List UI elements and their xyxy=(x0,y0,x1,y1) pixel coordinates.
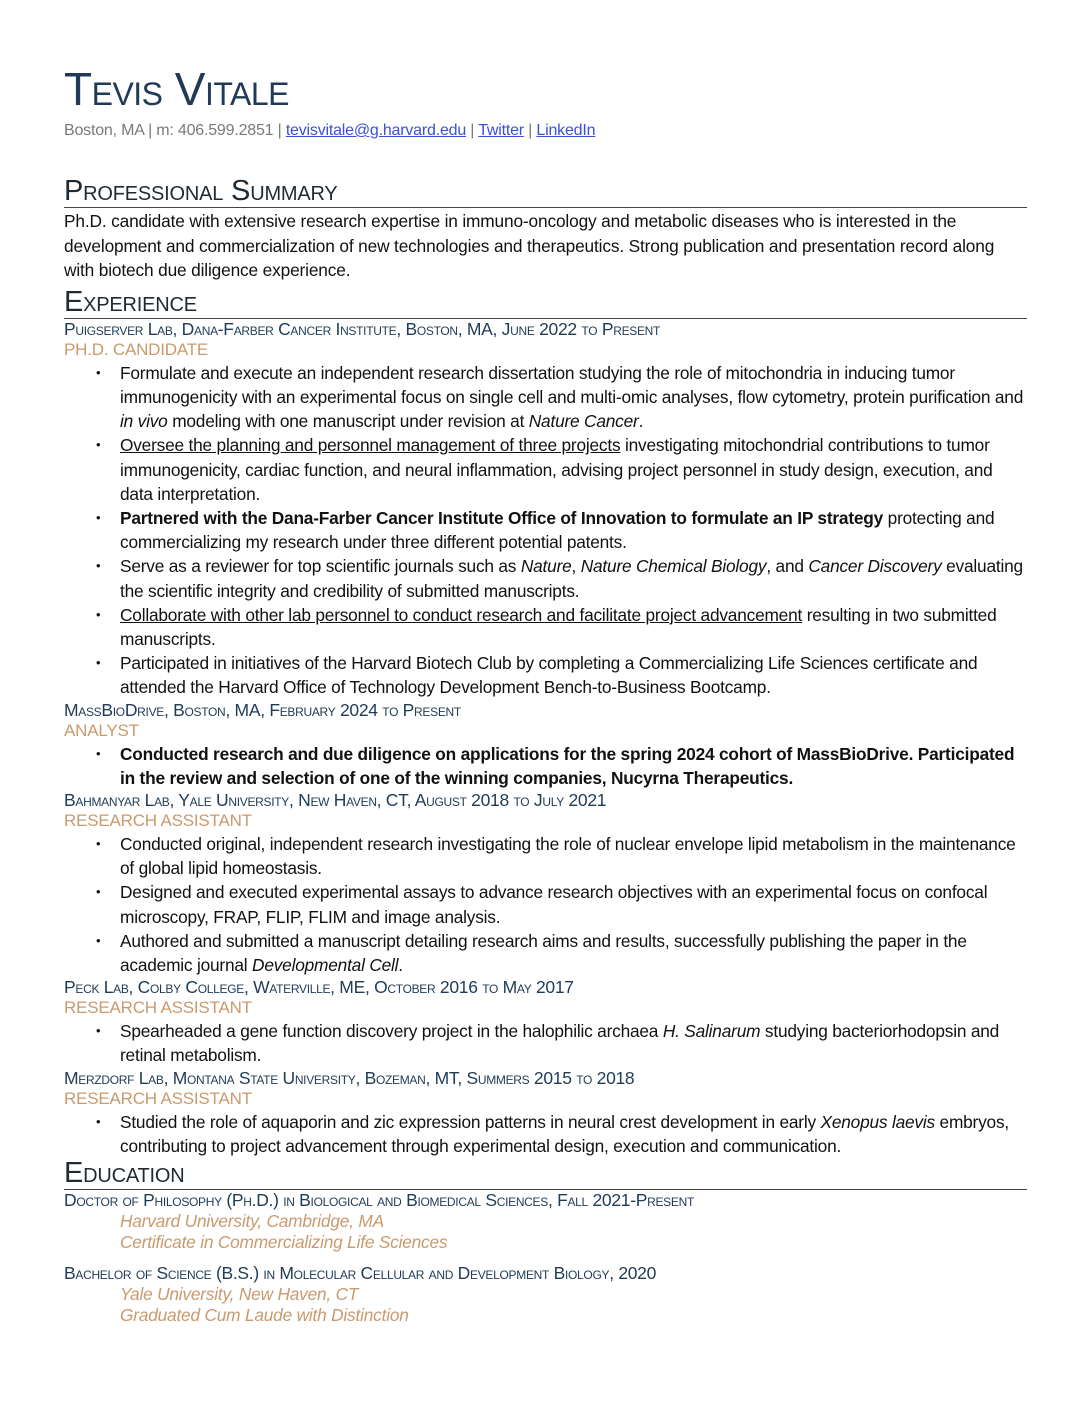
bullet-text: Spearheaded a gene function discovery project in the halophilic archaea xyxy=(120,1021,663,1042)
linkedin-link[interactable]: LinkedIn xyxy=(536,122,596,139)
bullet-text: resulting in two submitted manuscripts. xyxy=(120,604,997,650)
institution: Harvard University, Cambridge, MA xyxy=(120,1211,384,1232)
bullet-text: embryos, contributing to project advancement through experimental design, execution and communication. xyxy=(120,1111,1010,1156)
bullet-text: Participated in initiatives of the Harvard Biotech Club by completing a Commercializing Life Sciences certificate and attended the Harvard Office of Technology Development Bench-to-Business Bootcamp. xyxy=(120,653,978,698)
job-entry xyxy=(64,977,1027,1067)
job-title: Merzdorf Lab, Montana State University, Bozeman, MT, Summers 2015 to 2018 xyxy=(64,1067,635,1088)
bullet-item xyxy=(96,1110,1027,1158)
job-role: ANALYST xyxy=(64,720,139,740)
bullet-text: evaluating the scientific integrity and credibility of submitted manuscripts. xyxy=(120,556,1023,601)
bullet-marker: • xyxy=(96,606,101,622)
bullet-item xyxy=(96,651,1027,699)
bullet-marker: • xyxy=(96,745,101,761)
bullet-text: modeling with one manuscript under revision at xyxy=(167,411,529,432)
job-bullets xyxy=(64,832,1027,977)
bullet-text-italic: in vivo xyxy=(120,411,168,432)
education-note: Graduated Cum Laude with Distinction xyxy=(120,1305,409,1326)
bullet-item xyxy=(96,554,1027,602)
bullet-marker: • xyxy=(96,1023,101,1039)
bullet-text-italic: Cancer Discovery xyxy=(808,556,942,577)
bullet-text-underlined: Collaborate with other lab personnel to conduct research and facilitate project advancement xyxy=(120,604,803,625)
bullet-text-underlined: Oversee the planning and personnel management of three projects xyxy=(120,435,621,456)
bullet-text: . xyxy=(398,955,403,976)
job-bullets xyxy=(64,361,1027,700)
bullet-item xyxy=(96,603,1027,651)
job-role: RESEARCH ASSISTANT xyxy=(64,1088,252,1108)
job-role: RESEARCH ASSISTANT xyxy=(64,998,252,1018)
bullet-text: Conducted original, independent research investigating the role of nuclear envelope lipid metabolism in the maintenance of global lipid homeostasis. xyxy=(120,834,1016,879)
location-phone: Boston, MA | m: 406.599.2851 | xyxy=(64,122,286,139)
bullet-text: protecting and commercializing my research under three different potential patents. xyxy=(120,508,995,553)
bullet-text-italic: Nature Cancer xyxy=(528,411,639,432)
job-title: Peck Lab, Colby College, Waterville, ME, October 2016 to May 2017 xyxy=(64,977,574,998)
bullet-text: . xyxy=(638,411,644,432)
resume-page xyxy=(64,64,1027,1326)
bullet-marker: • xyxy=(96,364,101,380)
bullet-item xyxy=(96,880,1027,928)
twitter-link[interactable]: Twitter xyxy=(478,122,524,139)
job-entry xyxy=(64,790,1027,977)
summary-text: Ph.D. candidate with extensive research expertise in immuno-oncology and metabolic diseases who is interested in the development and commercialization of new technologies and therapeutics. Strong publication and presentation record along with biotech due diligence experience. xyxy=(64,211,995,281)
bullet-text: investigating mitochondrial contributions to tumor immunogenicity, cardiac function, and neural inflammation, advising project personnel in study design, execution, and data interpretation. xyxy=(120,435,993,504)
bullet-item xyxy=(96,506,1027,554)
bullet-marker: • xyxy=(96,932,101,948)
job-bullets xyxy=(64,1019,1027,1067)
bullet-item xyxy=(96,832,1027,880)
job-bullets xyxy=(64,742,1027,790)
job-title: Bahmanyar Lab, Yale University, New Haven, CT, August 2018 to July 2021 xyxy=(64,790,607,811)
job-title: Puigserver Lab, Dana-Farber Cancer Institute, Boston, MA, June 2022 to Present xyxy=(64,318,661,339)
candidate-name: Tevis Vitale xyxy=(64,63,290,115)
bullet-text: studying bacteriorhodopsin and retinal metabolism. xyxy=(120,1021,1000,1066)
job-entry xyxy=(64,700,1027,790)
bullet-text: Formulate and execute an independent research dissertation studying the role of mitochondria in inducing tumor immunogenicity with an experimental focus on single cell and multi-omic analyses, flow cytometry, protein purification and xyxy=(120,362,1024,407)
bullet-text-bold: Conducted research and due diligence on applications for the spring 2024 cohort of MassBioDrive. Participated in the review and selection of one of the winning companies, Nucyrna Therapeutics. xyxy=(120,743,1015,788)
education-entry xyxy=(64,1190,1027,1253)
bullet-text: Authored and submitted a manuscript detailing research aims and results, successfully publishing the paper in the academic journal xyxy=(120,930,967,976)
education-note: Certificate in Commercializing Life Sciences xyxy=(120,1232,448,1253)
section-heading-summary: Professional Summary xyxy=(64,176,1027,208)
bullet-marker: • xyxy=(96,655,101,671)
bullet-text: Serve as a reviewer for top scientific journals such as xyxy=(120,556,521,577)
bullet-item xyxy=(96,361,1027,434)
degree-title: Bachelor of Science (B.S.) in Molecular Cellular and Development Biology, 2020 xyxy=(64,1263,657,1284)
bullet-marker: • xyxy=(96,884,101,900)
bullet-marker: • xyxy=(96,836,101,852)
education-entry xyxy=(64,1263,1027,1326)
job-entry xyxy=(64,319,1027,700)
bullet-marker: • xyxy=(96,1113,101,1129)
contact-line xyxy=(64,120,1027,142)
bullet-text-italic: Nature Chemical Biology xyxy=(580,556,767,577)
bullet-text: , and xyxy=(766,556,809,577)
spacer xyxy=(64,1253,1027,1263)
bullet-item xyxy=(96,929,1027,977)
job-role: PH.D. CANDIDATE xyxy=(64,339,209,359)
bullet-item xyxy=(96,1019,1027,1067)
bullet-text: , xyxy=(571,556,581,577)
job-entry xyxy=(64,1068,1027,1158)
section-heading-education: Education xyxy=(64,1158,1027,1190)
bullet-text: Designed and executed experimental assays to advance research objectives with an experimental focus on confocal microscopy, FRAP, FLIP, FLIM and image analysis. xyxy=(120,882,988,927)
bullet-item xyxy=(96,742,1027,790)
contact-separator: | xyxy=(466,122,479,139)
degree-title: Doctor of Philosophy (Ph.D.) in Biological and Biomedical Sciences, Fall 2021-Present xyxy=(64,1190,694,1211)
bullet-text-italic: Developmental Cell xyxy=(252,955,399,976)
bullet-text-italic: Nature xyxy=(520,556,572,577)
bullet-item xyxy=(96,433,1027,506)
bullet-text-italic: H. Salinarum xyxy=(662,1021,761,1042)
bullet-marker: • xyxy=(96,558,101,574)
institution: Yale University, New Haven, CT xyxy=(120,1284,359,1305)
job-title: MassBioDrive, Boston, MA, February 2024 to Present xyxy=(64,699,461,720)
bullet-text: Studied the role of aquaporin and zic expression patterns in neural crest development in early xyxy=(120,1111,821,1132)
bullet-text-italic: Xenopus laevis xyxy=(820,1111,935,1132)
bullet-marker: • xyxy=(96,510,101,525)
bullet-marker: • xyxy=(96,437,101,453)
contact-separator: | xyxy=(523,122,537,139)
job-role: RESEARCH ASSISTANT xyxy=(64,811,252,831)
job-bullets xyxy=(64,1110,1027,1158)
email-link[interactable]: tevisvitale@g.harvard.edu xyxy=(285,122,467,139)
bullet-text-bold: Partnered with the Dana-Farber Cancer Institute Office of Innovation to formulate an IP strategy xyxy=(120,508,884,528)
section-heading-experience: Experience xyxy=(64,287,1027,319)
